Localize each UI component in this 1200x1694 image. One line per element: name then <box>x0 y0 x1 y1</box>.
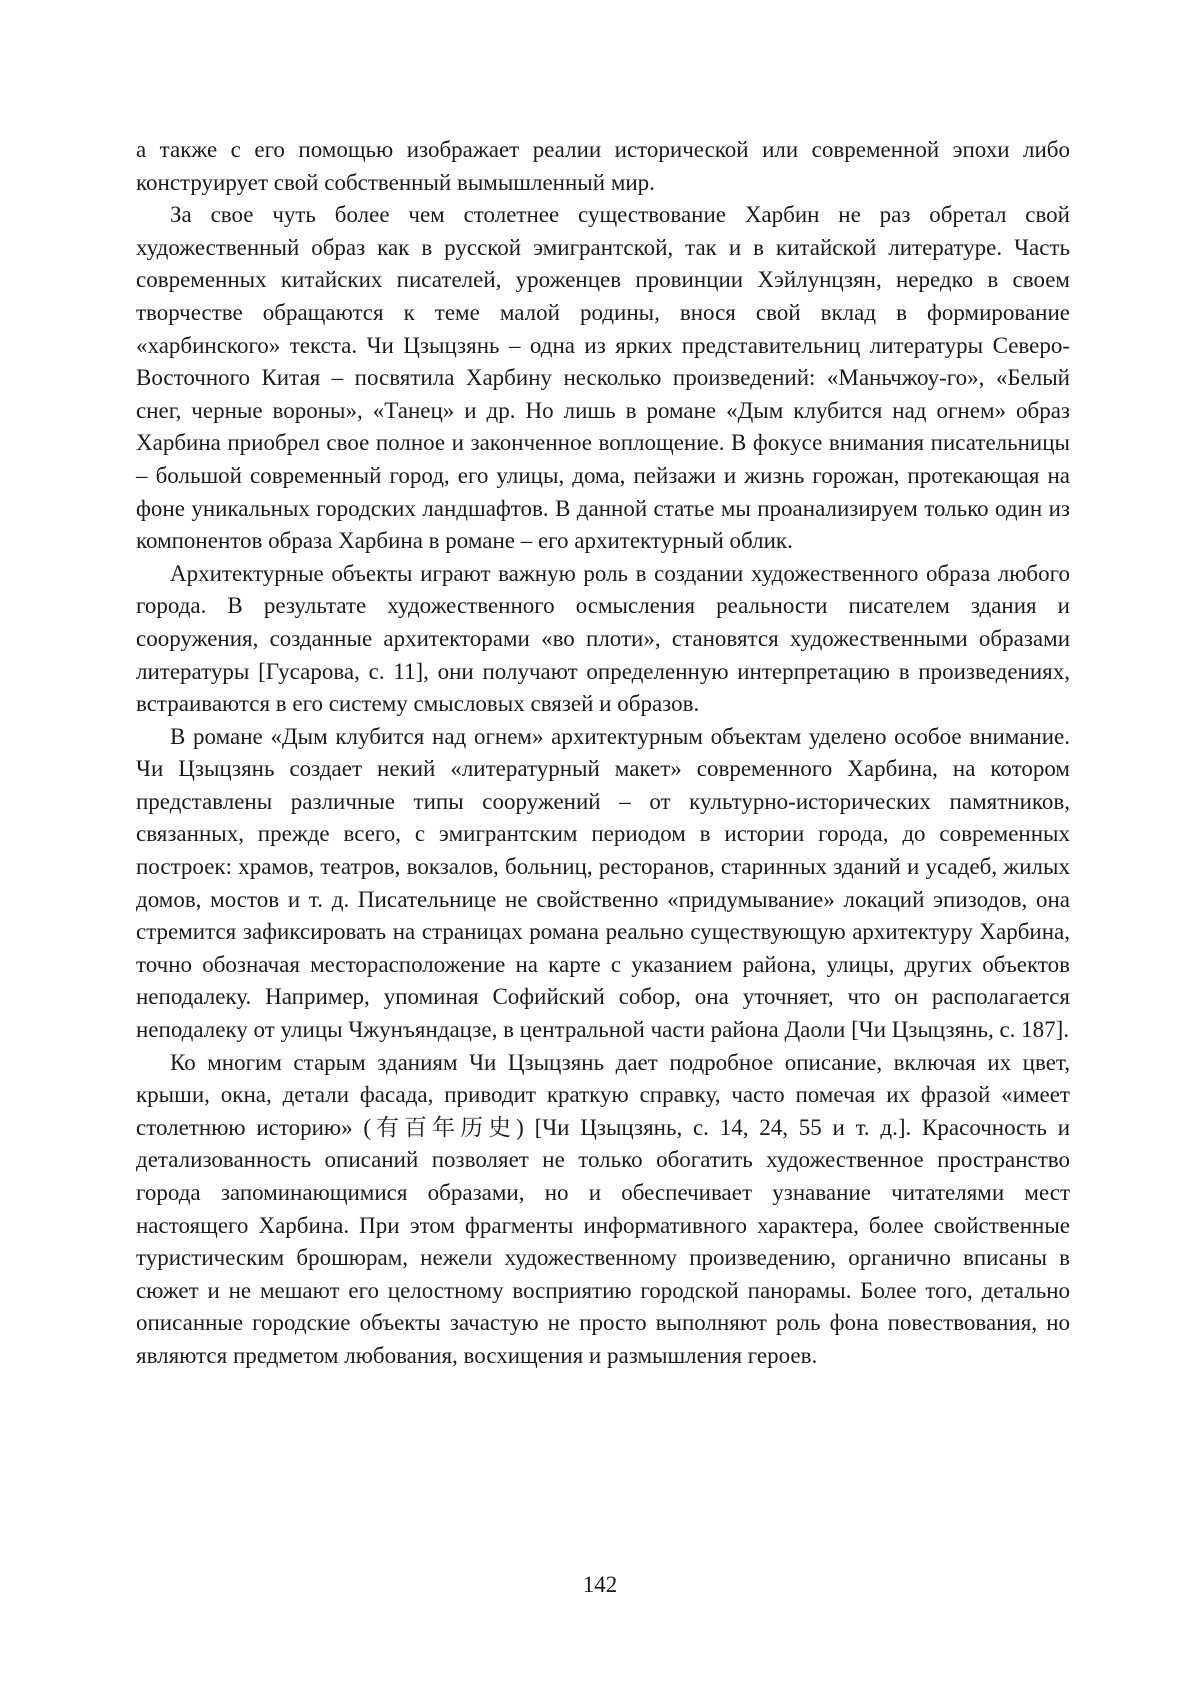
paragraph: Ко многим старым зданиям Чи Цзыцзянь дает подробное описание, включая их цвет, крыши, окна, детали фасада, приводит краткую справку, часто помечая их фразой «имеет столетнюю историю» (有百年历史) [Чи Цзыцзянь, с. 14, 24, 55 и т. д.]. Красочность и детализованность описаний позволяет не только обогатить художественное пространство города запоминающимися образами, но и обеспечивает узнавание читателями мест настоящего Харбина. При этом фрагменты информативного характера, более свойственные туристическим брошюрам, нежели художественному произведению, органично вписаны в сюжет и не мешают его целостному восприятию городской панорамы. Более того, детально описанные городские объекты зачастую не просто выполняют роль фона повествования, но являются предметом любования, восхищения и размышления героев. <box>136 1049 1070 1368</box>
body-text <box>136 134 1070 1373</box>
page-number: 142 <box>582 1572 618 1597</box>
paragraph: В романе «Дым клубится над огнем» архитектурным объектам уделено особое внимание. Чи Цзыцзянь создает некий «литературный макет» современного Харбина, на котором представлены различные типы сооружений – от культурно-исторических памятников, связанных, прежде всего, с эмигрантским периодом в истории города, до современных построек: храмов, театров, вокзалов, больниц, ресторанов, старинных зданий и усадеб, жилых домов, мостов и т. д. Писательнице не свойственно «придумывание» локаций эпизодов, она стремится зафиксировать на страницах романа реально существующую архитектуру Харбина, точно обозначая месторасположение на карте с указанием района, улицы, других объектов неподалеку. Например, упоминая Софийский собор, она уточняет, что он располагается неподалеку от улицы Чжунъяндацзе, в центральной части района Даоли [Чи Цзыцзянь, с. 187]. <box>136 723 1070 1043</box>
paragraph: За свое чуть более чем столетнее существование Харбин не раз обретал свой художественный образ как в русской эмигрантской, так и в китайской литературе. Часть современных китайских писателей, уроженцев провинции Хэйлунцзян, нередко в своем творчестве обращаются к теме малой родины, внося свой вклад в формирование «харбинского» текста. Чи Цзыцзянь – одна из ярких представительниц литературы Северо-Восточного Китая – посвятила Харбину несколько произведений: «Маньчжоу-го», «Белый снег, черные вороны», «Танец» и др. Но лишь в романе «Дым клубится над огнем» образ Харбина приобрел свое полное и законченное воплощение. В фокусе внимания писательницы – большой современный город, его улицы, дома, пейзажи и жизнь горожан, протекающая на фоне уникальных городских ландшафтов. В данной статье мы проанализируем только один из компонентов образа Харбина в романе – его архитектурный облик. <box>136 202 1070 554</box>
paragraph-continuation: а также с его помощью изображает реалии исторической или современной эпохи либо конструирует свой собственный вымышленный мир. <box>136 137 1070 195</box>
paragraph: Архитектурные объекты играют важную роль в создании художественного образа любого города. В результате художественного осмысления реальности писателем здания и сооружения, созданные архитекторами «во плоти», становятся художественными образами литературы [Гусарова, с. 11], они получают определенную интерпретацию в произведениях, встраиваются в его систему смысловых связей и образов. <box>136 560 1070 717</box>
